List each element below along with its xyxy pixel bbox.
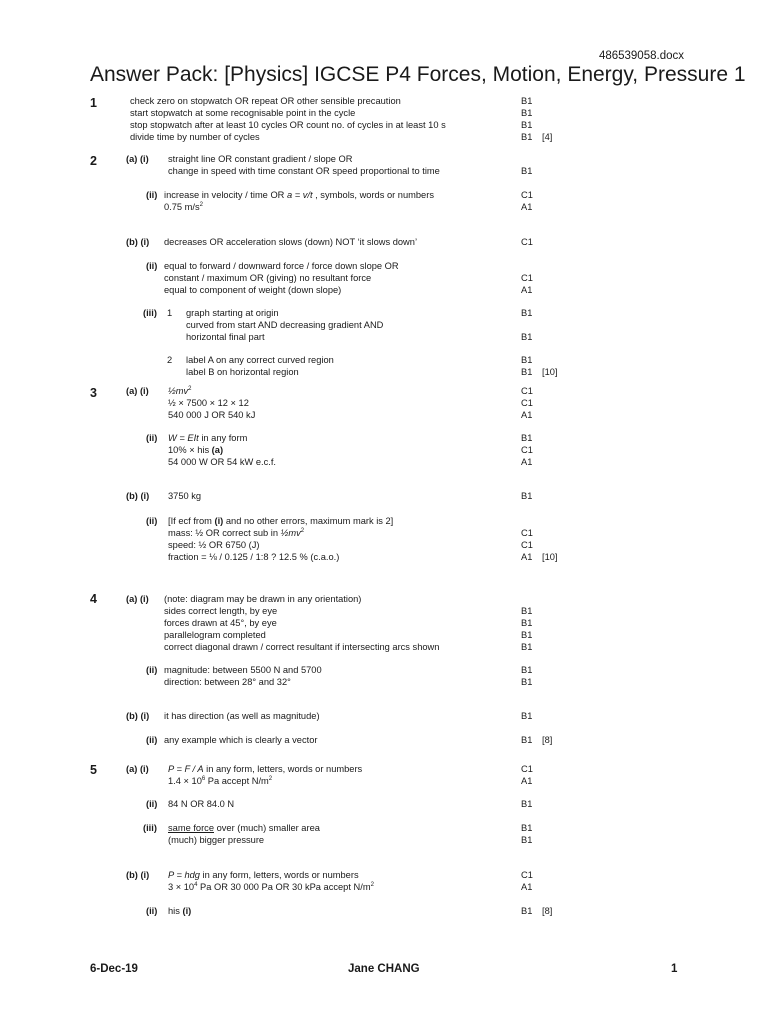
question-number: 3 (90, 386, 97, 400)
question-number: 1 (90, 96, 97, 110)
total-marks: [4] (542, 132, 553, 142)
footer-date: 6-Dec-19 (90, 963, 138, 975)
total-marks: [10] (542, 367, 558, 377)
footer-page-number: 1 (671, 963, 678, 975)
footer-author: Jane CHANG (348, 963, 420, 975)
page-title: Answer Pack: [Physics] IGCSE P4 Forces, Motion, Energy, Pressure 1 (90, 63, 746, 86)
question-number: 2 (90, 154, 97, 168)
question-number: 5 (90, 763, 97, 777)
total-marks: [10] (542, 552, 558, 562)
total-marks: [8] (542, 735, 553, 745)
total-marks: [8] (542, 906, 553, 916)
file-name: 486539058.docx (598, 50, 684, 62)
question-number: 4 (90, 592, 97, 606)
